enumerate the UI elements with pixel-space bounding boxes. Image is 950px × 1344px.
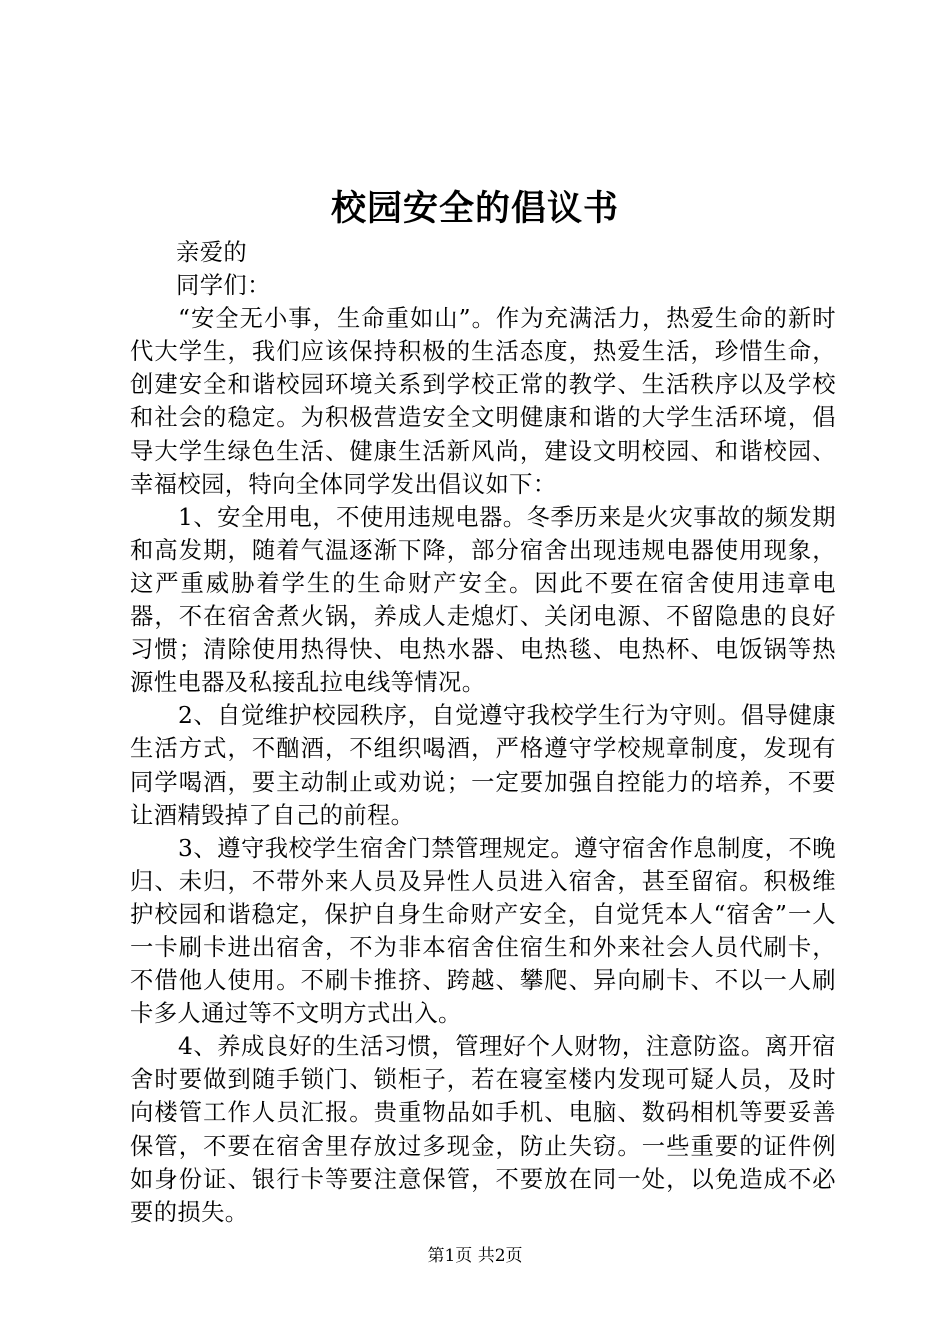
intro-paragraph: “安全无小事，生命重如山”。作为充满活力，热爱生命的新时代大学生，我们应该保持积极的生活态度，热爱生活，珍惜生命，创建安全和谐校园环境关系到学校正常的教学、生活秩序以及学校和社会的稳定。为积极营造安全文明健康和谐的大学生活环境，倡导大学生绿色生活、健康生活新风尚，建设文明校园、和谐校园、幸福校园，特向全体同学发出倡议如下： (130, 305, 836, 498)
document-title: 校园安全的倡议书 (330, 188, 619, 229)
salutation-line-1: 亲爱的 (176, 239, 248, 266)
item-paragraph-4: 4、养成良好的生活习惯，管理好个人财物，注意防盗。离开宿舍时要做到随手锁门、锁柜子，若在寝室楼内发现可疑人员，及时向楼管工作人员汇报。贵重物品如手机、电脑、数码相机等要妥善保管，不要在宿舍里存放过多现金，防止失窃。一些重要的证件例如身份证、银行卡等要注意保管，不要放在同一处，以免造成不必要的损失。 (130, 1033, 836, 1226)
item-paragraph-3: 3、遵守我校学生宿舍门禁管理规定。遵守宿舍作息制度，不晚归、未归，不带外来人员及异性人员进入宿舍，甚至留宿。积极维护校园和谐稳定，保护自身生命财产安全，自觉凭本人“宿舍”一人一卡刷卡进出宿舍，不为非本宿舍住宿生和外来社会人员代刷卡，不借他人使用。不刷卡推挤、跨越、攀爬、异向刷卡、不以一人刷卡多人通过等不文明方式出入。 (130, 834, 836, 1028)
salutation-line-2: 同学们： (176, 272, 271, 300)
document-body (130, 236, 836, 1229)
item-paragraph-2: 2、自觉维护校园秩序，自觉遵守我校学生行为守则。倡导健康生活方式，不酗酒，不组织喝酒，严格遵守学校规章制度，发现有同学喝酒，要主动制止或劝说；一定要加强自控能力的培养，不要让酒精毁掉了自己的前程。 (130, 702, 836, 829)
page-number-footer: 第1页 共2页 (427, 1246, 523, 1266)
item-paragraph-1: 1、安全用电，不使用违规电器。冬季历来是火灾事故的频发期和高发期，随着气温逐渐下降，部分宿舍出现违规电器使用现象，这严重威胁着学生的生命财产安全。因此不要在宿舍使用违章电器，不在宿舍煮火锅，养成人走熄灯、关闭电源、不留隐患的良好习惯；清除使用热得快、电热水器、电热毯、电热杯、电饭锅等热源性电器及私接乱拉电线等情况。 (130, 503, 836, 697)
